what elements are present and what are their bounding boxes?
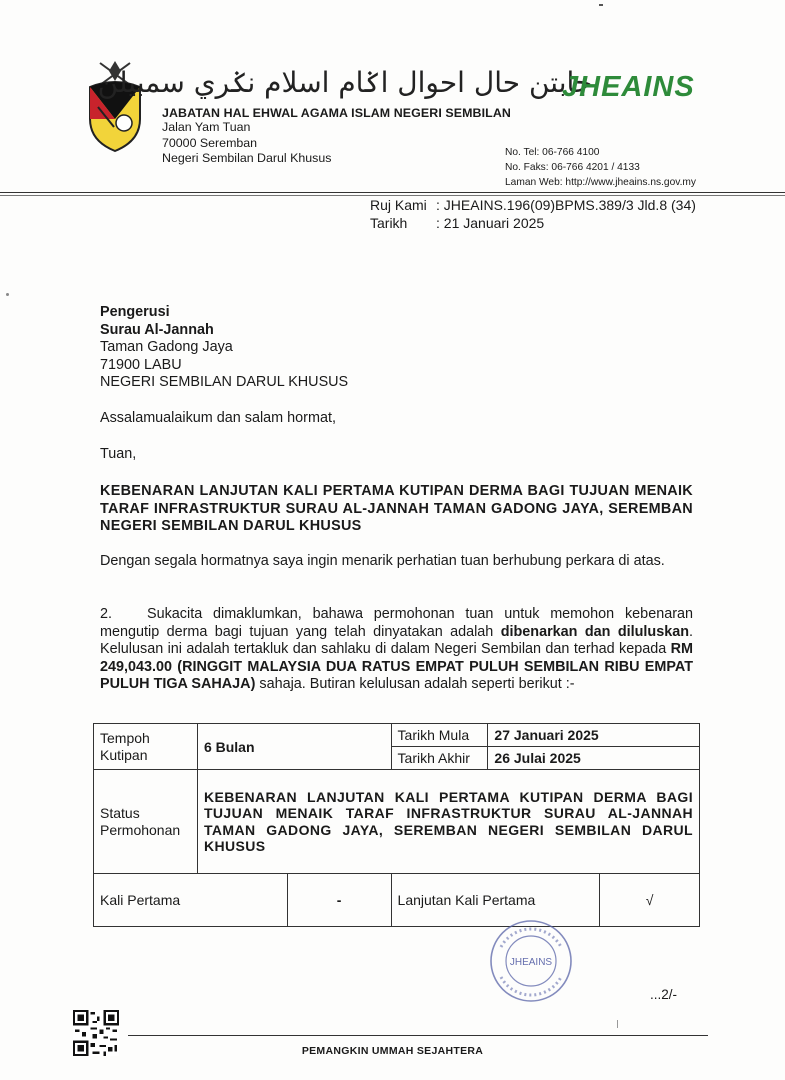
stamp-text: JHEAINS (509, 957, 553, 968)
recipient-line: 71900 LABU (100, 356, 182, 373)
scan-speck (599, 4, 603, 6)
recipient-line: Taman Gadong Jaya (100, 339, 233, 356)
address-line: Negeri Sembilan Darul Khusus (162, 151, 332, 165)
para-text: Sukacita dimaklumkan, bahawa permohonan tuan untuk memohon kebenaran mengutip derma bagi tujuan yang telah dinyatakan adalah (100, 606, 693, 640)
paragraph-2 (100, 606, 693, 694)
jheains-wordmark (562, 70, 717, 102)
tempoh-label: Tempoh Kutipan (94, 724, 198, 770)
mula-value: 27 Januari 2025 (488, 724, 700, 747)
page-continuation: ...2/- (650, 987, 678, 1002)
ruj-value: : JHEAINS.196(09)BPMS.389/3 Jld.8 (34) (436, 197, 696, 213)
website: Laman Web: http://www.jheains.ns.gov.my (505, 176, 697, 188)
tarikh-label: Tarikh (370, 214, 408, 231)
recipient-org: Surau Al-Jannah (100, 321, 214, 338)
status-value: KEBENARAN LANJUTAN KALI PERTAMA KUTIPAN DERMA BAGI TUJUAN MENAIK TARAF INFRASTRUKTUR SURAU AL-JANNAH TAMAN GADONG JAYA, SEREMBAN NEGERI SEMBILAN DARUL KHUSUS (197, 770, 699, 874)
recipient-line: NEGERI SEMBILAN DARUL KHUSUS (100, 374, 349, 391)
approval-details-table (93, 723, 700, 927)
status-label: Status Permohonan (94, 770, 198, 874)
paragraph-1: Dengan segala hormatnya saya ingin menarik perhatian tuan berhubung perkara di atas. (100, 553, 665, 569)
kali-pertama-label: Kali Pertama (94, 874, 288, 927)
kali-pertama-value: - (287, 874, 391, 927)
subject-heading: KEBENARAN LANJUTAN KALI PERTAMA KUTIPAN DERMA BAGI TUJUAN MENAIK TARAF INFRASTRUKTUR SURAU AL-JANNAH TAMAN GADONG JAYA, SEREMBAN NEGERI SEMBILAN DARUL KHUSUS (100, 483, 693, 535)
lanjutan-value: √ (600, 874, 700, 927)
jawi-calligraphy (97, 54, 593, 108)
akhir-value: 26 Julai 2025 (488, 747, 700, 770)
scan-speck (617, 1020, 618, 1028)
scan-speck (6, 293, 9, 296)
recipient-title: Pengerusi (100, 304, 170, 320)
para-number: 2. (100, 606, 113, 622)
salutation: Assalamualaikum dan salam hormat, (100, 410, 336, 426)
para-text: sahaja. Butiran kelulusan adalah seperti berikut :- (255, 676, 575, 693)
para-text: . Kelulusan ini adalah tertakluk dan sahlaku di dalam Negeri Sembilan dan terhad kepada (100, 623, 693, 658)
mula-label: Tarikh Mula (391, 724, 488, 747)
header-rule-thin (0, 195, 785, 196)
tempoh-value: 6 Bulan (197, 724, 391, 770)
contact-info (505, 146, 696, 190)
para-bold: RM 249,043.00 (RINGGIT MALAYSIA DUA RATUS EMPAT PULUH SEMBILAN RIBU EMPAT PULUH TIGA SAHAJA) (100, 641, 693, 693)
address-line: 70000 Seremban (162, 135, 258, 150)
footer-rule (128, 1035, 708, 1036)
lanjutan-label: Lanjutan Kali Pertama (391, 874, 600, 927)
jawi-text: جابتن حال احوال اݢام اسلام نݢري سمبيلن (97, 66, 593, 99)
footer-motto: PEMANGKIN UMMAH SEJAHTERA (301, 1045, 484, 1057)
greeting: Tuan, (100, 446, 137, 462)
org-name: JABATAN HAL EHWAL AGAMA ISLAM NEGERI SEMBILAN (162, 106, 511, 120)
akhir-label: Tarikh Akhir (391, 747, 488, 770)
recipient-address (100, 304, 348, 392)
para-bold: dibenarkan dan diluluskan (500, 623, 689, 640)
phone: No. Tel: 06-766 4100 (505, 147, 600, 158)
official-stamp (487, 917, 575, 1005)
address-line: Jalan Yam Tuan (162, 120, 251, 134)
header-rule (0, 192, 785, 193)
ruj-label: Ruj Kami (370, 197, 427, 213)
tarikh-value: : 21 Januari 2025 (436, 214, 545, 231)
org-address (162, 120, 331, 167)
reference-block (370, 197, 696, 232)
brand-text: JHEAINS (562, 71, 695, 103)
fax: No. Faks: 06-766 4201 / 4133 (505, 161, 640, 173)
